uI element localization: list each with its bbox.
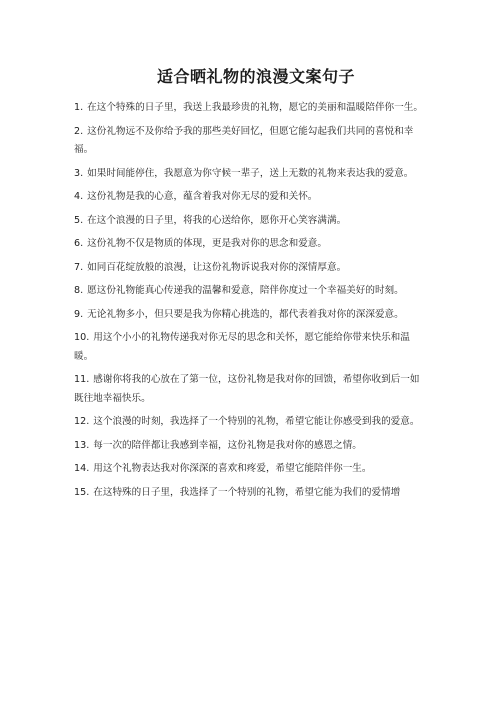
list-item [74,282,428,301]
item-number: 14. [74,463,90,474]
list-item [74,437,428,456]
item-number: 11. [74,374,90,385]
item-text: 这份礼物远不及你给予我的那些美好回忆，但愿它能勾起我们共同的喜悦和幸福。 [74,125,414,155]
item-number: 5. [74,214,84,226]
list-item [74,413,428,432]
item-text: 在这个特殊的日子里，我送上我最珍贵的礼物，愿它的美丽和温暖陪伴你一生。 [87,102,423,113]
item-text: 愿这份礼物能真心传递我的温馨和爱意，陪伴你度过一个幸福美好的时刻。 [87,285,404,296]
item-number: 9. [74,308,84,320]
item-number: 13. [74,439,90,451]
list-item [74,484,428,503]
item-number: 6. [74,238,84,249]
item-text: 无论礼物多小，但只要是我为你精心挑选的，都代表着我对你的深深爱意。 [87,308,404,320]
item-number: 8. [74,285,84,296]
item-number: 4. [74,191,84,202]
item-text: 每一次的陪伴都让我感到幸福，这份礼物是我对你的感恩之情。 [93,439,362,451]
list-item [74,165,428,184]
item-text: 感谢你将我的心放在了第一位，这份礼物是我对你的回馈，希望你收到后一如既往地幸福快乐。 [74,374,420,404]
item-text: 这份礼物是我的心意，蕴含着我对你无尽的爱和关怀。 [87,191,318,202]
item-text: 如果时间能停住，我愿意为你守候一辈子，送上无数的礼物来表达我的爱意。 [87,167,414,179]
item-text: 在这个浪漫的日子里，将我的心送给你，愿你开心笑容满满。 [87,214,347,226]
item-text: 用这个小小的礼物传递我对你无尽的思念和关怀，愿它能给你带来快乐和温暖。 [74,332,410,362]
list-item [74,212,428,231]
list-item [74,259,428,278]
page-title: 适合晒礼物的浪漫文案句子 [156,67,355,86]
item-text: 如同百花绽放般的浪漫，让这份礼物诉说我对你的深情厚意。 [87,261,347,273]
list-item [74,235,428,254]
item-number: 12. [74,416,90,427]
item-number: 15. [74,486,90,498]
item-text: 在这特殊的日子里，我选择了一个特别的礼物，希望它能为我们的爱情增 [93,486,401,498]
item-number: 10. [74,332,90,343]
list-item [74,329,428,366]
item-text: 这份礼物不仅是物质的体现，更是我对你的思念和爱意。 [87,238,327,249]
list-item [74,306,428,325]
list-item [74,99,428,118]
item-number: 1. [74,102,84,113]
item-number: 7. [74,261,84,273]
item-number: 3. [74,167,84,179]
list-item [74,460,428,479]
item-text: 用这个礼物表达我对你深深的喜欢和疼爱，希望它能陪伴你一生。 [93,463,372,474]
list-item [74,371,428,408]
sentence-list [74,99,428,502]
list-item [74,123,428,160]
item-number: 2. [74,125,84,137]
list-item [74,188,428,207]
item-text: 这个浪漫的时刻，我选择了一个特别的礼物，希望它能让你感受到我的爱意。 [93,416,420,427]
